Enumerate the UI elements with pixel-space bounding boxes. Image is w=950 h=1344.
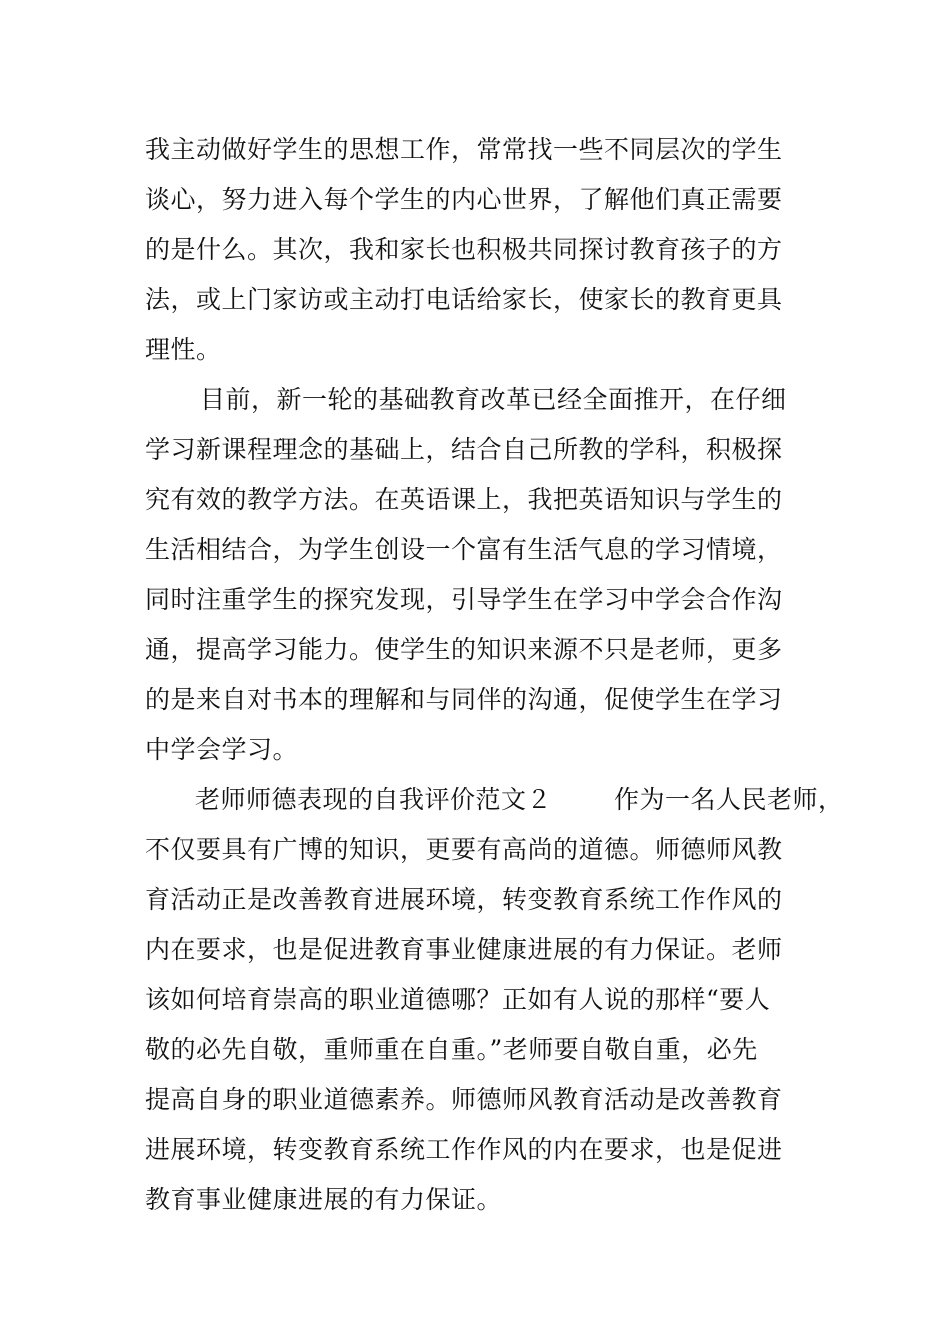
- paragraph-3-line-2: 不仅要具有广博的知识，更要有高尚的道德。师德师风教: [145, 835, 783, 864]
- paragraph-2-line-4: 生活相结合，为学生创设一个富有生活气息的学习情境，: [145, 535, 783, 564]
- paragraph-3-line-5: 该如何培育崇高的职业道德哪？正如有人说的那样“要人: [145, 985, 771, 1014]
- section-heading: 老师师德表现的自我评价范文２: [195, 785, 553, 814]
- paragraph-3-line-8: 进展环境，转变教育系统工作作风的内在要求，也是促进: [145, 1135, 783, 1164]
- paragraph-3-line-1-text: 作为一名人民老师，: [614, 785, 844, 814]
- paragraph-1-line-4: 法，或上门家访或主动打电话给家长，使家长的教育更具: [145, 285, 783, 314]
- paragraph-1-line-5: 理性。: [145, 335, 222, 364]
- paragraph-2-line-3: 究有效的教学方法。在英语课上，我把英语知识与学生的: [145, 485, 783, 514]
- paragraph-3-line-9: 教育事业健康进展的有力保证。: [145, 1185, 503, 1214]
- paragraph-3-first-line: [195, 784, 844, 816]
- paragraph-3-line-6: 敬的必先自敬，重师重在自重。”老师要自敬自重，必先: [145, 1035, 758, 1064]
- paragraph-2-line-1: 目前，新一轮的基础教育改革已经全面推开，在仔细: [200, 385, 787, 414]
- paragraph-2-line-6: 通，提高学习能力。使学生的知识来源不只是老师，更多: [145, 635, 783, 664]
- paragraph-2-line-2: 学习新课程理念的基础上，结合自己所教的学科，积极探: [145, 435, 783, 464]
- paragraph-1-line-3: 的是什么。其次，我和家长也积极共同探讨教育孩子的方: [145, 235, 783, 264]
- paragraph-3-line-3: 育活动正是改善教育进展环境，转变教育系统工作作风的: [145, 885, 783, 914]
- paragraph-3-line-4: 内在要求，也是促进教育事业健康进展的有力保证。老师: [145, 935, 783, 964]
- paragraph-3-line-7: 提高自身的职业道德素养。师德师风教育活动是改善教育: [145, 1085, 783, 1114]
- paragraph-2-line-5: 同时注重学生的探究发现，引导学生在学习中学会合作沟: [145, 585, 783, 614]
- paragraph-1-line-2: 谈心，努力进入每个学生的内心世界，了解他们真正需要: [145, 185, 783, 214]
- paragraph-2-line-8: 中学会学习。: [145, 735, 299, 764]
- paragraph-1-line-1: 我主动做好学生的思想工作，常常找一些不同层次的学生: [145, 135, 783, 164]
- paragraph-2-line-7: 的是来自对书本的理解和与同伴的沟通，促使学生在学习: [145, 685, 783, 714]
